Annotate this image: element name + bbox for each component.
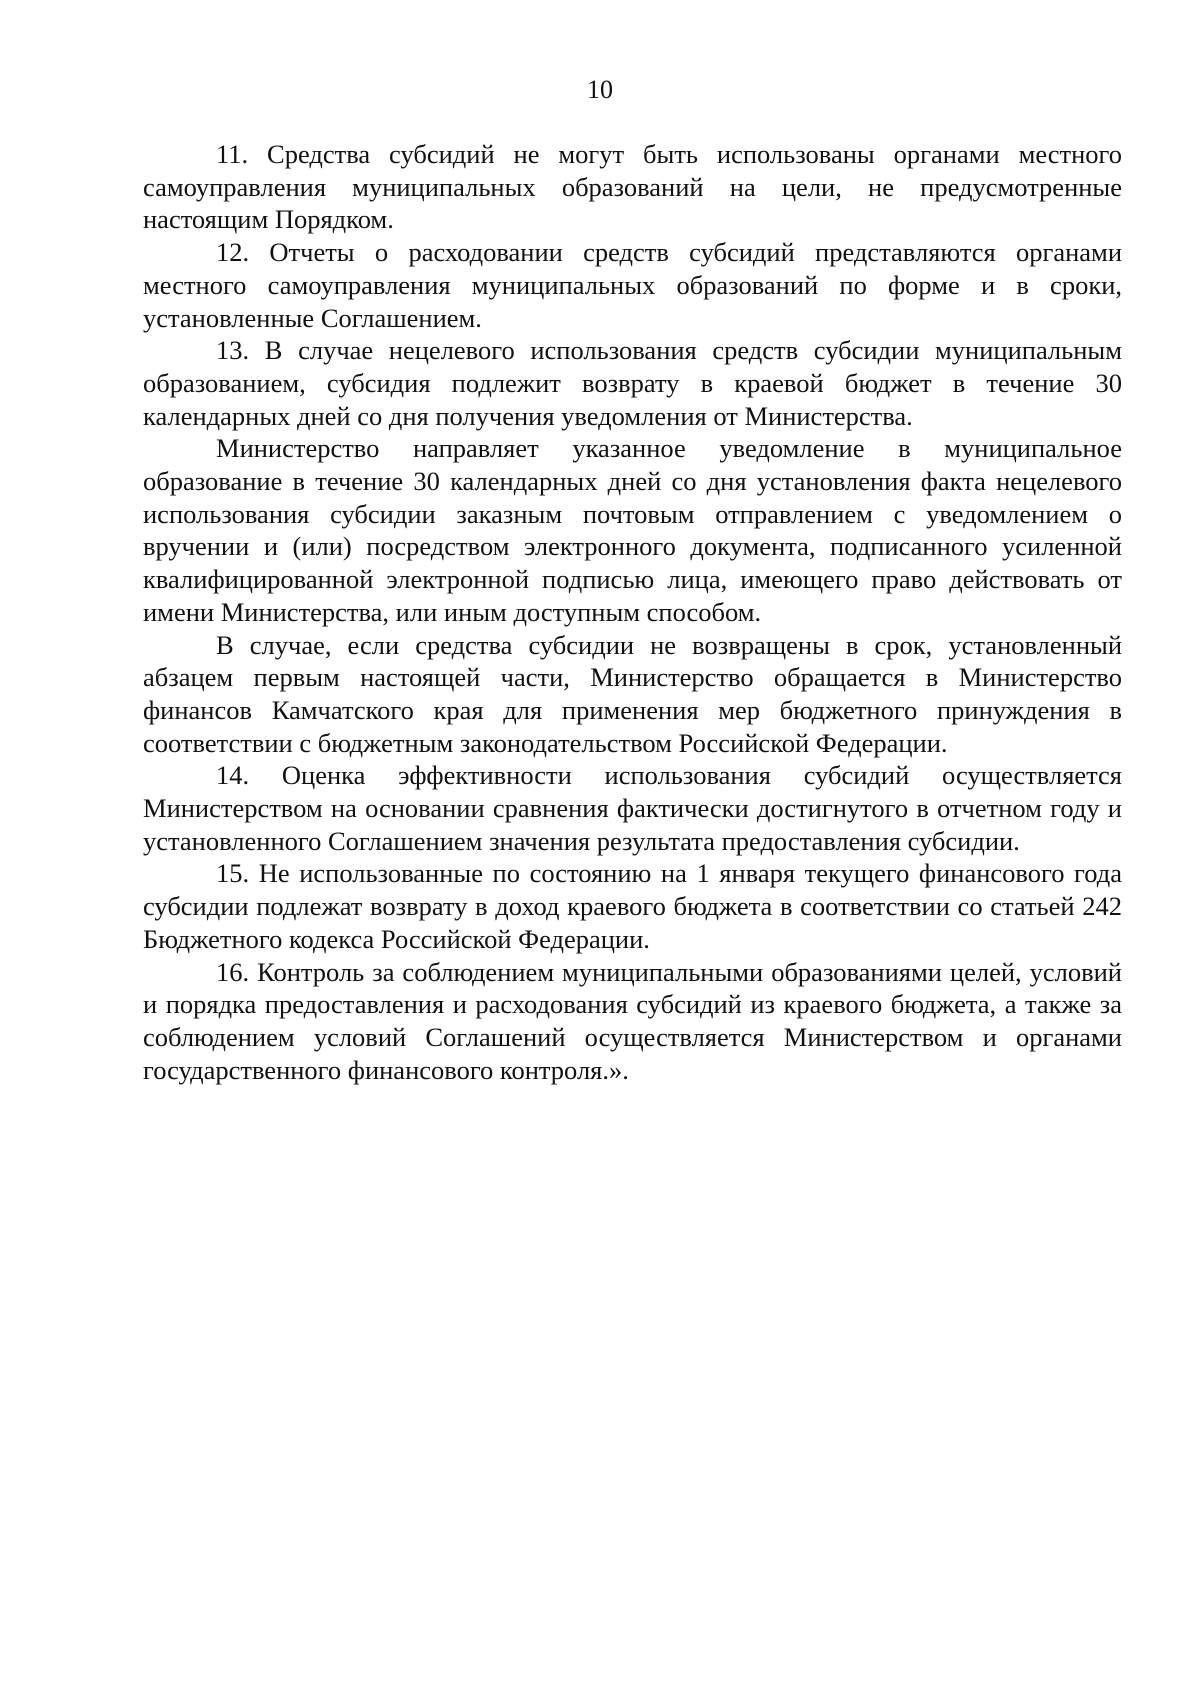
paragraph-13: 13. В случае нецелевого использования средств субсидии муниципальным образованием, субсидия подлежит возврату в краевой бюджет в течение 30 календарных дней со дня получения уведомления от Министерства. xyxy=(143,335,1122,431)
paragraph-16: 16. Контроль за соблюдением муниципальными образованиями целей, условий и порядка предоставления и расходования субсидий из краевого бюджета, а также за соблюдением условий Соглашений осуществляется Министерством и органами государственного финансового контроля.». xyxy=(143,956,1122,1085)
paragraph-11: 11. Средства субсидий не могут быть использованы органами местного самоуправления муниципальных образований на цели, не предусмотренные настоящим Порядком. xyxy=(143,139,1122,235)
paragraph-12: 12. Отчеты о расходовании средств субсидий представляются органами местного самоуправления муниципальных образований по форме и в сроки, установленные Соглашением. xyxy=(143,237,1122,333)
paragraph-13-refund: В случае, если средства субсидии не возвращены в срок, установленный абзацем первым настоящей части, Министерство обращается в Министерство финансов Камчатского края для применения мер бюджетного принуждения в соответствии с бюджетным законодательством Российской Федерации. xyxy=(143,629,1122,758)
paragraph-15: 15. Не использованные по состоянию на 1 января текущего финансового года субсидии подлежат возврату в доход краевого бюджета в соответствии со статьей 242 Бюджетного кодекса Российской Федерации. xyxy=(143,858,1122,954)
paragraph-14: 14. Оценка эффективности использования субсидий осуществляется Министерством на основании сравнения фактически достигнутого в отчетном году и установленного Соглашением значения результата предоставления субсидии. xyxy=(143,760,1122,856)
paragraph-13-notice: Министерство направляет указанное уведомление в муниципальное образование в течение 30 календарных дней со дня установления факта нецелевого использования субсидии заказным почтовым отправлением с уведомлением о вручении и (или) посредством электронного документа, подписанного усиленной квалифицированной электронной подписью лица, имеющего право действовать от имени Министерства, или иным доступным способом. xyxy=(143,433,1122,627)
document-body xyxy=(143,138,1122,1086)
page-number: 10 xyxy=(587,75,613,104)
